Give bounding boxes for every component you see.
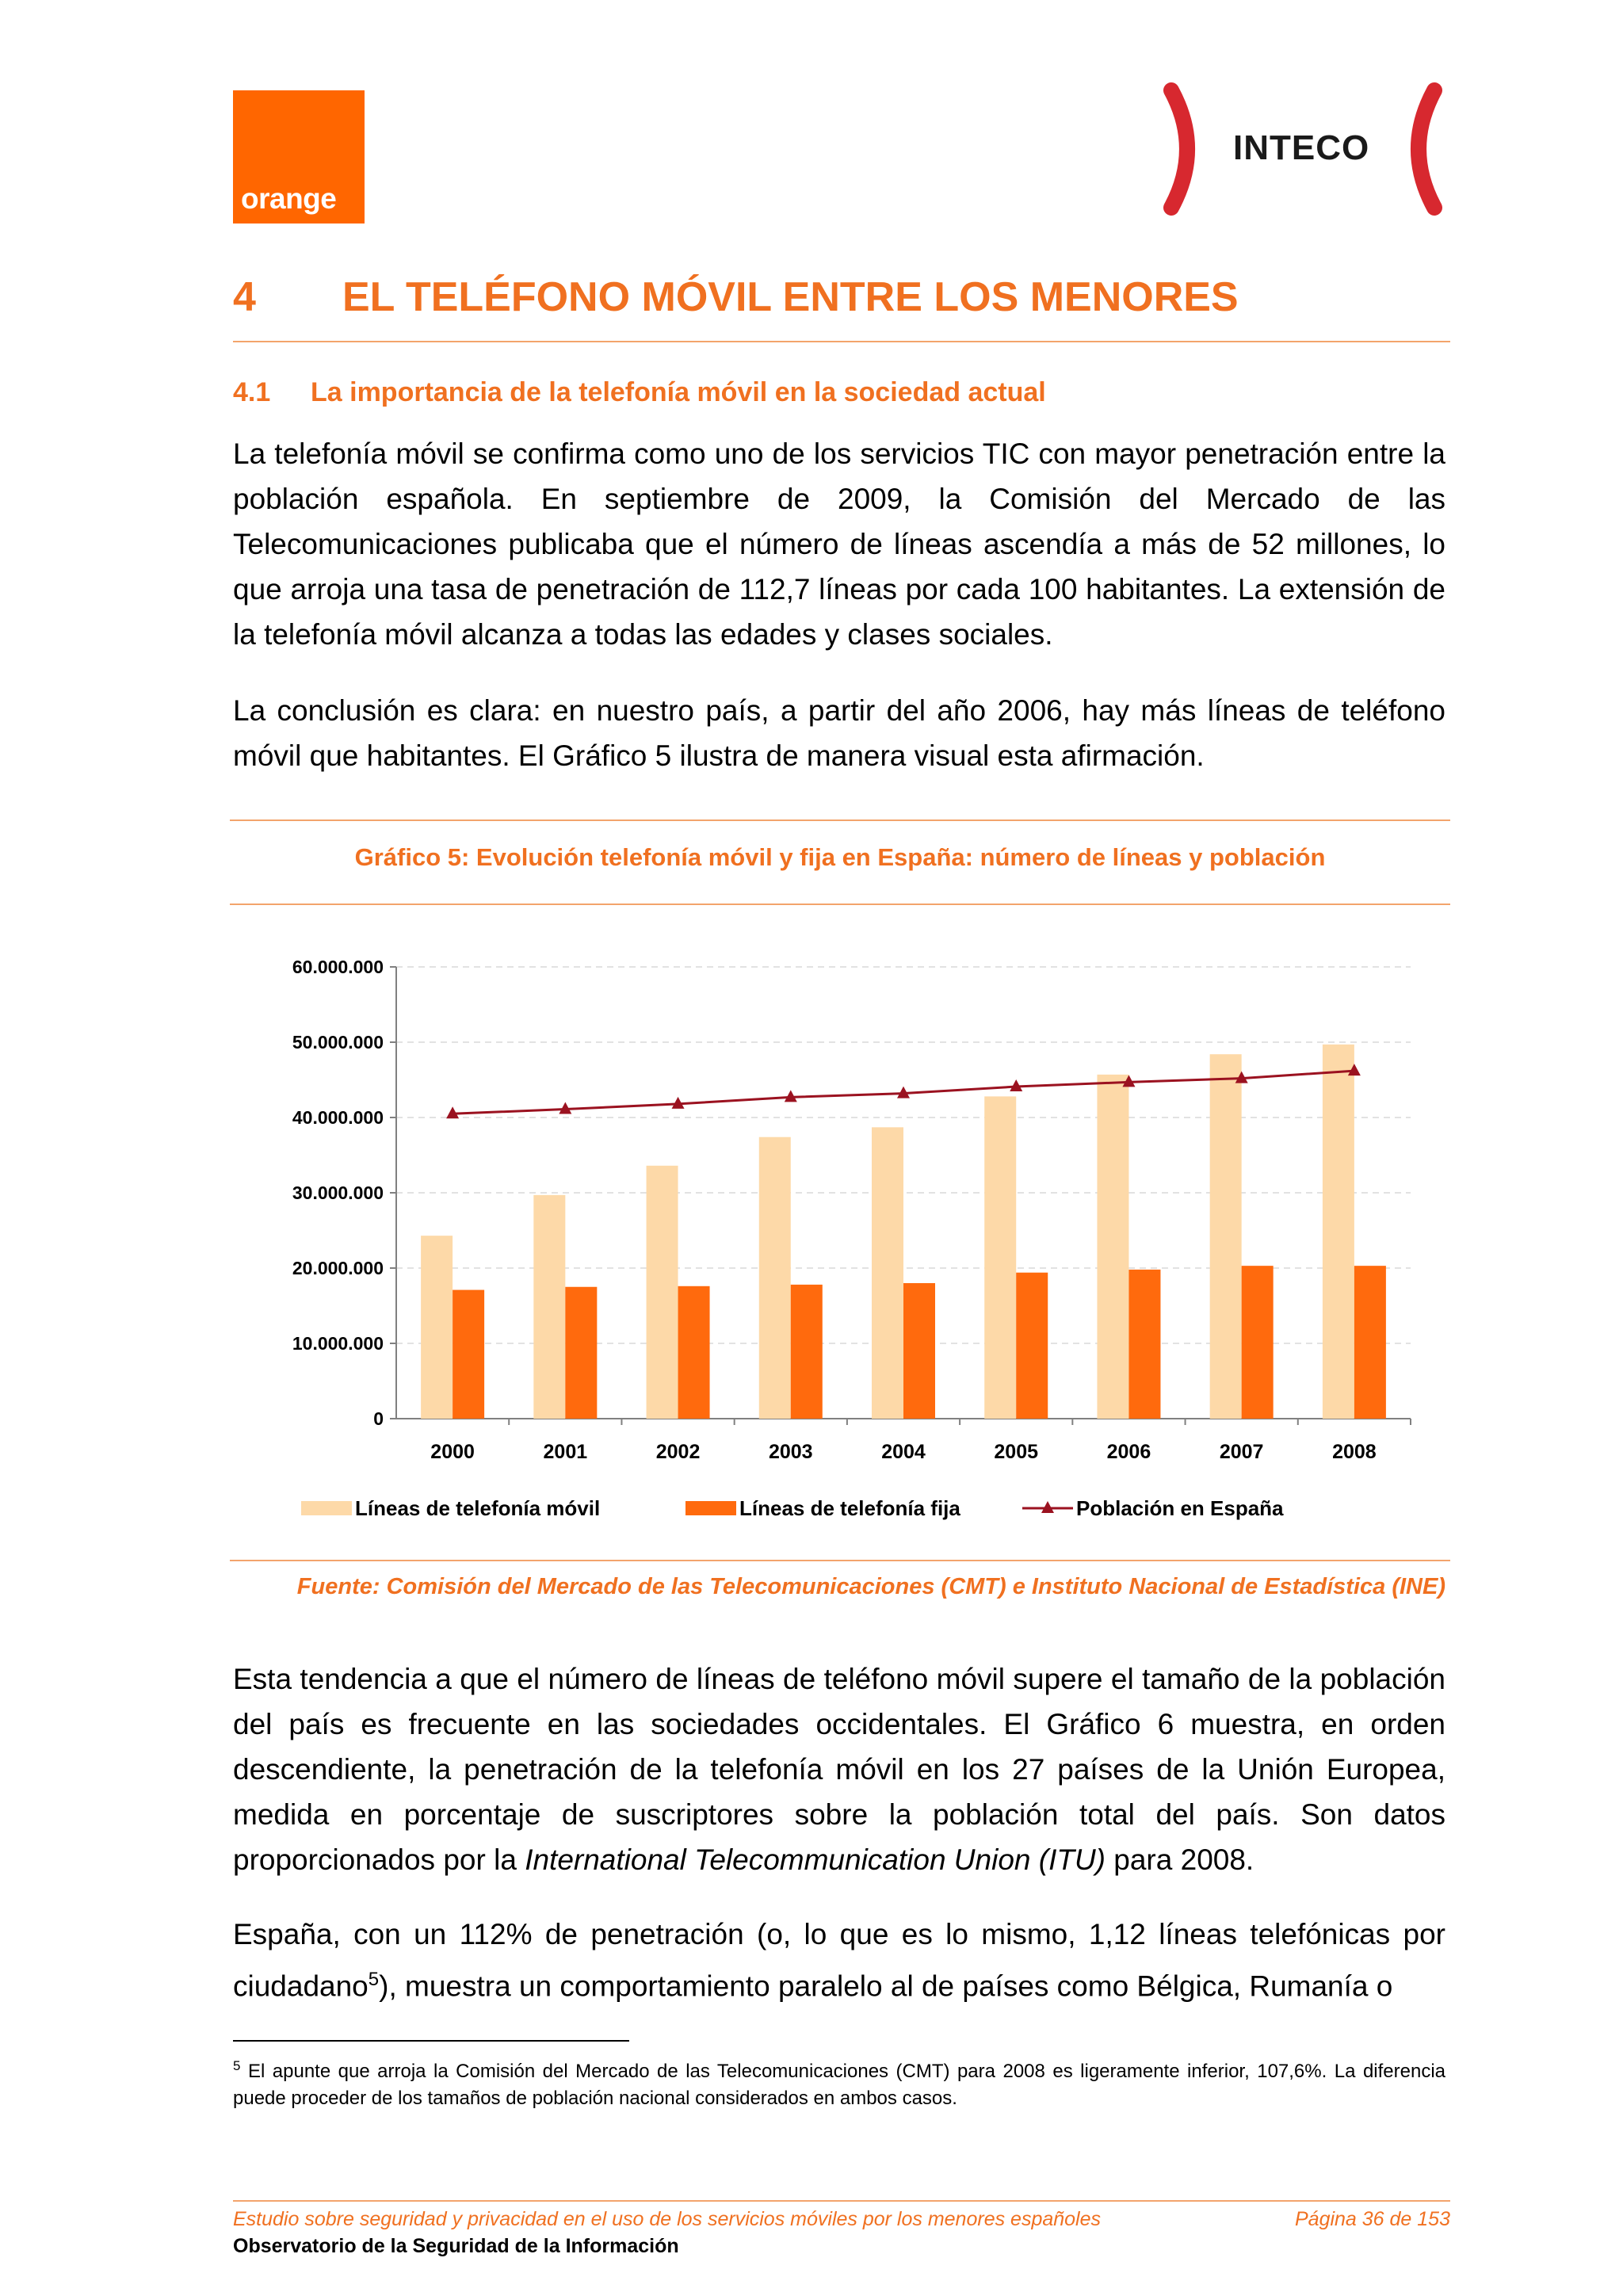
x-tick-label: 2005	[994, 1441, 1039, 1463]
caption-top-rule	[230, 819, 1450, 821]
inteco-logo	[1157, 82, 1450, 216]
bar-fixed-lines	[453, 1290, 484, 1419]
bar-fixed-lines	[565, 1287, 597, 1419]
chapter-number: 4	[233, 274, 256, 320]
x-tick-label: 2007	[1219, 1441, 1264, 1463]
bar-mobile-lines	[647, 1166, 678, 1419]
paragraph-4	[233, 1912, 1445, 2008]
paragraph-2: La conclusión es clara: en nuestro país, a partir del año 2006, hay más líneas de teléfono móvil que habitantes. El Gráfico 5 ilustra de manera visual esta afirmación.	[233, 694, 1445, 772]
bar-mobile-lines	[759, 1137, 791, 1419]
y-tick-label: 40.000.000	[292, 1107, 384, 1128]
chapter-divider	[233, 341, 1450, 342]
bar-mobile-lines	[421, 1236, 453, 1419]
y-tick-label: 30.000.000	[292, 1182, 384, 1203]
y-tick-label: 60.000.000	[292, 957, 384, 977]
footer-study-title: Estudio sobre seguridad y privacidad en el uso de los servicios móviles por los menores españoles	[233, 2208, 1102, 2230]
paragraph-3-itu: International Telecommunication Union (ITU)	[525, 1843, 1106, 1876]
y-tick-label: 10.000.000	[292, 1333, 384, 1354]
y-tick-label: 0	[373, 1408, 384, 1429]
legend-swatch	[301, 1501, 352, 1515]
footnote-rule	[233, 2040, 629, 2042]
orange-logo	[233, 90, 365, 223]
bar-mobile-lines	[1210, 1054, 1242, 1419]
bar-mobile-lines	[1097, 1075, 1128, 1419]
y-tick-label: 20.000.000	[292, 1258, 384, 1278]
bar-mobile-lines	[872, 1127, 903, 1419]
footer-observatory: Observatorio de la Seguridad de la Información	[233, 2235, 679, 2257]
section-title: La importancia de la telefonía móvil en la sociedad actual	[311, 377, 1046, 407]
legend-layer	[301, 1496, 1284, 1520]
footnote-text: El apunte que arroja la Comisión del Mercado de las Telecomunicaciones (CMT) para 2008 es ligeramente inferior, 107,6%. La diferencia puede proceder de los tamaños de población nacional considerados en ambos casos.	[233, 2061, 1445, 2109]
bar-fixed-lines	[1242, 1266, 1274, 1419]
x-tick-label: 2001	[543, 1441, 588, 1463]
x-tick-label: 2002	[655, 1441, 701, 1463]
x-tick-label: 2003	[768, 1441, 813, 1463]
footnote-ref[interactable]: 5	[368, 1969, 380, 1990]
bar-mobile-lines	[1323, 1045, 1354, 1419]
bar-fixed-lines	[1354, 1266, 1386, 1419]
caption-bottom-rule	[230, 904, 1450, 905]
bar-mobile-lines	[984, 1096, 1016, 1419]
legend-label: Líneas de telefonía móvil	[355, 1496, 601, 1520]
bar-fixed-lines	[791, 1285, 823, 1419]
paragraph-4-text: España, con un 112% de penetración (o, lo que es lo mismo, 1,12 líneas telefónicas por ciudadano	[233, 1918, 1445, 2003]
bar-fixed-lines	[678, 1286, 710, 1419]
x-tick-label: 2006	[1106, 1441, 1151, 1463]
footer-page-number: Página 36 de 153	[1294, 2208, 1450, 2230]
bar-fixed-lines	[903, 1283, 935, 1419]
source-top-rule	[230, 1560, 1450, 1561]
y-tick-label: 50.000.000	[292, 1032, 384, 1052]
paragraph-3	[233, 1656, 1445, 1882]
inteco-logo-text: INTECO	[1233, 128, 1370, 167]
paragraph-1: La telefonía móvil se confirma como uno de los servicios TIC con mayor penetración entre la población española. En septiembre de 2009, la Comisión del Mercado de las Telecomunicaciones publicaba que el número de líneas ascendía a más de 52 millones, lo que arroja una tasa de penetración de 112,7 líneas por cada 100 habitantes. La extensión de la telefonía móvil alcanza a todas las edades y clases sociales.	[233, 437, 1445, 651]
footnote	[233, 2053, 1445, 2112]
section-number: 4.1	[233, 377, 271, 407]
footnote-number: 5	[233, 2058, 241, 2073]
chapter-title: EL TELÉFONO MÓVIL ENTRE LOS MENORES	[342, 274, 1239, 320]
paragraph-3-text: Esta tendencia a que el número de líneas de teléfono móvil supere el tamaño de la población del país es frecuente en las sociedades occidentales. El Gráfico 6 muestra, en orden descendiente, la penetración de la telefonía móvil en los 27 países de la Unión Europea, medida en porcentaje de suscriptores sobre la población total del país. Son datos proporcionados por la	[233, 1663, 1445, 1876]
chart	[230, 927, 1450, 1545]
orange-logo-text: orange	[241, 182, 337, 215]
bar-fixed-lines	[1128, 1270, 1160, 1419]
paragraph-4-end: ), muestra un comportamiento paralelo al de países como Bélgica, Rumanía o	[379, 1969, 1393, 2003]
paragraph-3-end: para 2008.	[1106, 1843, 1254, 1876]
figure-source: Fuente: Comisión del Mercado de las Telecomunicaciones (CMT) e Instituto Nacional de Estadística (INE)	[296, 1574, 1445, 1599]
legend-label: Líneas de telefonía fija	[739, 1496, 960, 1520]
figure-caption: Gráfico 5: Evolución telefonía móvil y fija en España: número de líneas y población	[354, 843, 1326, 871]
x-tick-label: 2000	[430, 1441, 475, 1463]
legend-label: Población en España	[1076, 1496, 1284, 1520]
legend-swatch	[685, 1501, 736, 1515]
x-tick-label: 2008	[1332, 1441, 1377, 1463]
bar-mobile-lines	[533, 1195, 565, 1419]
footer-rule	[233, 2200, 1450, 2202]
bar-fixed-lines	[1016, 1273, 1048, 1419]
x-tick-label: 2004	[881, 1441, 926, 1463]
